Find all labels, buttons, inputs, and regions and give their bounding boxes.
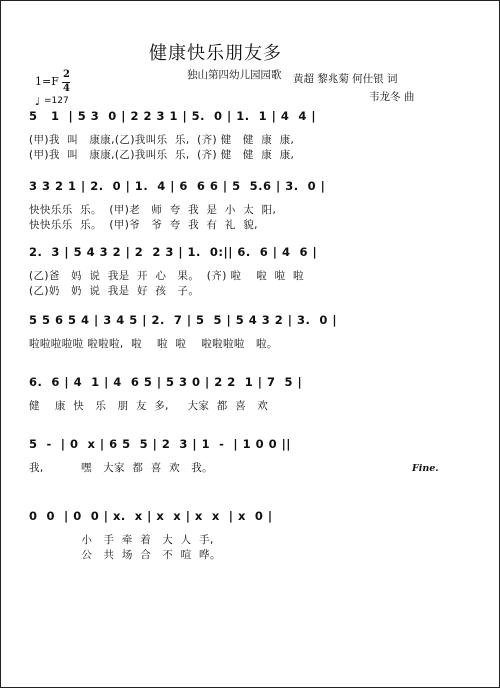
notation-line: 6. 6 | 4 1 | 4 6 5 | 5 3 0 | 2 2 1 | 7 5 |	[29, 375, 303, 389]
notation-line: 3 3 2 1 | 2. 0 | 1. 4 | 6 6 6 | 5 5.6 | 3. 0 |	[29, 179, 326, 193]
page-title: 健康快乐朋友多	[149, 43, 282, 64]
lyric-line: 快快乐乐 乐。 (甲)老 师 夸 我 是 小 太 阳,	[29, 204, 277, 216]
lyric-line: 我, 嘿 大家 都 喜 欢 我。	[29, 462, 214, 474]
lyric-line: (乙)爸 妈 说 我是 开 心 果。 (齐) 啦 啦 啦 啦	[29, 270, 304, 282]
quarter-note-icon: ♩	[35, 95, 41, 108]
lyric-line: (甲)我 叫 康康,(乙)我叫乐 乐, (齐) 健 健 康 康,	[29, 134, 295, 146]
lyric-line: 小 手 牵 着 大 人 手,	[29, 534, 214, 546]
lyric-line: 公 共 场 合 不 喧 哗。	[29, 549, 221, 561]
key-signature: 1=F	[35, 75, 59, 88]
tempo-mark: =127	[44, 96, 69, 106]
lyric-line: (甲)我 叫 康康,(乙)我叫乐 乐, (齐) 健 健 康 康,	[29, 149, 295, 161]
time-signature-bottom: 4	[63, 83, 70, 94]
lyricist-credit: 黄超 黎兆菊 何仕银 词	[293, 73, 398, 85]
performer-credit: 独山第四幼儿园园歌	[187, 69, 282, 81]
notation-line: 5 - | 0 x | 6 5 5 | 2 3 | 1 - | 1 0 0 ||	[29, 437, 291, 451]
notation-line: 5 5 6 5 4 | 3 4 5 | 2. 7 | 5 5 | 5 4 3 2 | 3. 0 |	[29, 313, 338, 327]
notation-line: 2. 3 | 5 4 3 2 | 2 2 3 | 1. 0:|| 6. 6 | 4 6 |	[29, 245, 318, 259]
composer-credit: 韦龙冬 曲	[369, 91, 415, 103]
lyric-line: 啦啦啦啦啦 啦啦啦, 啦 啦 啦 啦啦啦啦 啦。	[29, 338, 278, 350]
lyric-line: (乙)奶 奶 说 我是 好 孩 子。	[29, 285, 200, 297]
notation-line: 0 0 | 0 0 | x. x | x x | x x | x 0 |	[29, 509, 273, 523]
lyric-line: 快快乐乐 乐。 (甲)爷 爷 夸 我 有 礼 貌,	[29, 219, 258, 231]
fine-mark: Fine.	[412, 463, 439, 474]
lyric-line: 健 康 快 乐 朋 友 多, 大家 都 喜 欢	[29, 400, 269, 412]
time-signature-top: 2	[63, 69, 70, 80]
notation-line: 5 1 | 5 3 0 | 2 2 3 1 | 5. 0 | 1. 1 | 4 4 |	[29, 109, 317, 123]
